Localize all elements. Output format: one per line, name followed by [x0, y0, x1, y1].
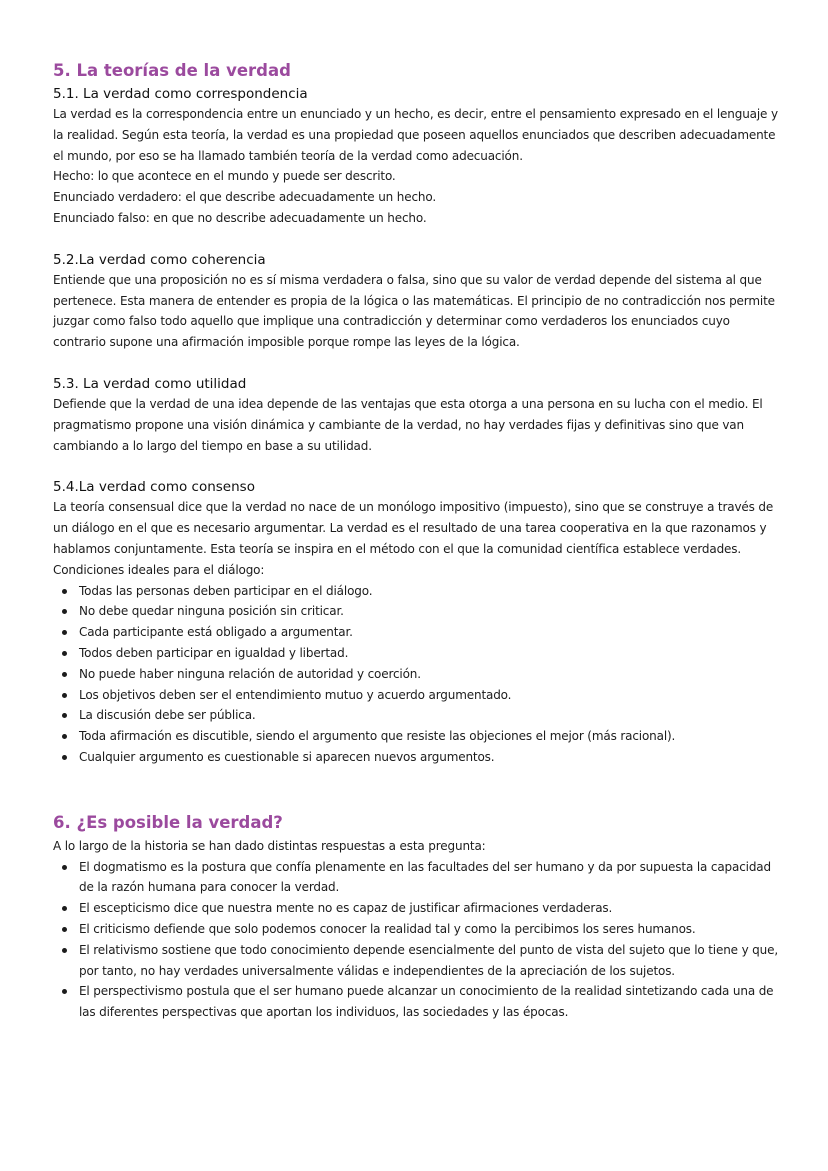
- conditions-list: [53, 581, 783, 768]
- definition-enunciado-falso: Enunciado falso: en que no describe adecuadamente un hecho.: [53, 210, 427, 225]
- subsection-5-2-paragraph: Entiende que una proposición no es sí misma verdadera o falsa, sino que su valor de verdad depende del sistema al que pertenece. Esta manera de entender es propia de la lógica o las matemáticas. El principio de no contradicción nos permite juzgar como falso todo aquello que implique una contradicción y determinar como verdaderos los enunciados cuyo contrario supone una afirmación imposible porque rompe las leyes de la lógica.: [53, 272, 775, 350]
- list-item: El escepticismo dice que nuestra mente no es capaz de justificar afirmaciones verdaderas.: [53, 898, 783, 919]
- spacer: [53, 353, 783, 374]
- list-item: El criticismo defiende que solo podemos conocer la realidad tal y como la percibimos los seres humanos.: [53, 919, 783, 940]
- list-item: El relativismo sostiene que todo conocimiento depende esencialmente del punto de vista del sujeto que lo tiene y que, por tanto, no hay verdades universalmente válidas e independientes de la apreciación de los sujetos.: [53, 940, 783, 982]
- section-6-title: 6. ¿Es posible la verdad?: [53, 812, 283, 832]
- list-item: No puede haber ninguna relación de autoridad y coerción.: [53, 664, 783, 685]
- subsection-5-4-heading: 5.4.La verdad como consenso: [53, 479, 255, 496]
- list-item: No debe quedar ninguna posición sin criticar.: [53, 601, 783, 622]
- conditions-label: Condiciones ideales para el diálogo:: [53, 562, 265, 577]
- positions-list: [53, 857, 783, 1023]
- list-item: El dogmatismo es la postura que confía plenamente en las facultades del ser humano y da por supuesta la capacidad de la razón humana para conocer la verdad.: [53, 857, 783, 899]
- spacer: [53, 229, 783, 250]
- subsection-5-4-paragraph: La teoría consensual dice que la verdad no nace de un monólogo impositivo (impuesto), sino que se construye a través de un diálogo en el que es necesario argumentar. La verdad es el resultado de una tarea cooperativa en la que razonamos y hablamos conjuntamente. Esta teoría se inspira en el método con el que la comunidad científica establece verdades.: [53, 500, 774, 556]
- spacer: [53, 768, 783, 812]
- section-5-title: 5. La teorías de la verdad: [53, 61, 291, 80]
- definition-enunciado-verdadero: Enunciado verdadero: el que describe adecuadamente un hecho.: [53, 190, 437, 205]
- subsection-5-2-heading: 5.2.La verdad como coherencia: [53, 251, 266, 268]
- document-content: [53, 60, 783, 1023]
- definition-hecho: Hecho: lo que acontece en el mundo y puede ser descrito.: [53, 169, 396, 184]
- subsection-5-1-heading: 5.1. La verdad como correspondencia: [53, 86, 308, 102]
- list-item: Cualquier argumento es cuestionable si aparecen nuevos argumentos.: [53, 747, 783, 768]
- subsection-5-3-heading: 5.3. La verdad como utilidad: [53, 375, 247, 392]
- list-item: Los objetivos deben ser el entendimiento mutuo y acuerdo argumentado.: [53, 685, 783, 706]
- list-item: Toda afirmación es discutible, siendo el argumento que resiste las objeciones el mejor (más racional).: [53, 726, 783, 747]
- list-item: La discusión debe ser pública.: [53, 705, 783, 726]
- list-item: Todas las personas deben participar en el diálogo.: [53, 581, 783, 602]
- subsection-5-1-paragraph: La verdad es la correspondencia entre un enunciado y un hecho, es decir, entre el pensamiento expresado en el lenguaje y la realidad. Según esta teoría, la verdad es una propiedad que poseen aquellos enunciados que describen adecuadamente el mundo, por eso se ha llamado también teoría de la verdad como adecuación.: [53, 107, 778, 163]
- spacer: [53, 456, 783, 477]
- list-item: Cada participante está obligado a argumentar.: [53, 622, 783, 643]
- list-item: El perspectivismo postula que el ser humano puede alcanzar un conocimiento de la realidad sintetizando cada una de las diferentes perspectivas que aportan los individuos, las sociedades y las épocas.: [53, 981, 783, 1023]
- subsection-5-3-paragraph: Defiende que la verdad de una idea depende de las ventajas que esta otorga a una persona en su lucha con el medio. El pragmatismo propone una visión dinámica y cambiante de la verdad, no hay verdades fijas y definitivas sino que van cambiando a lo largo del tiempo en base a su utilidad.: [53, 396, 763, 453]
- section-6-intro: A lo largo de la historia se han dado distintas respuestas a esta pregunta:: [53, 838, 486, 853]
- list-item: Todos deben participar en igualdad y libertad.: [53, 643, 783, 664]
